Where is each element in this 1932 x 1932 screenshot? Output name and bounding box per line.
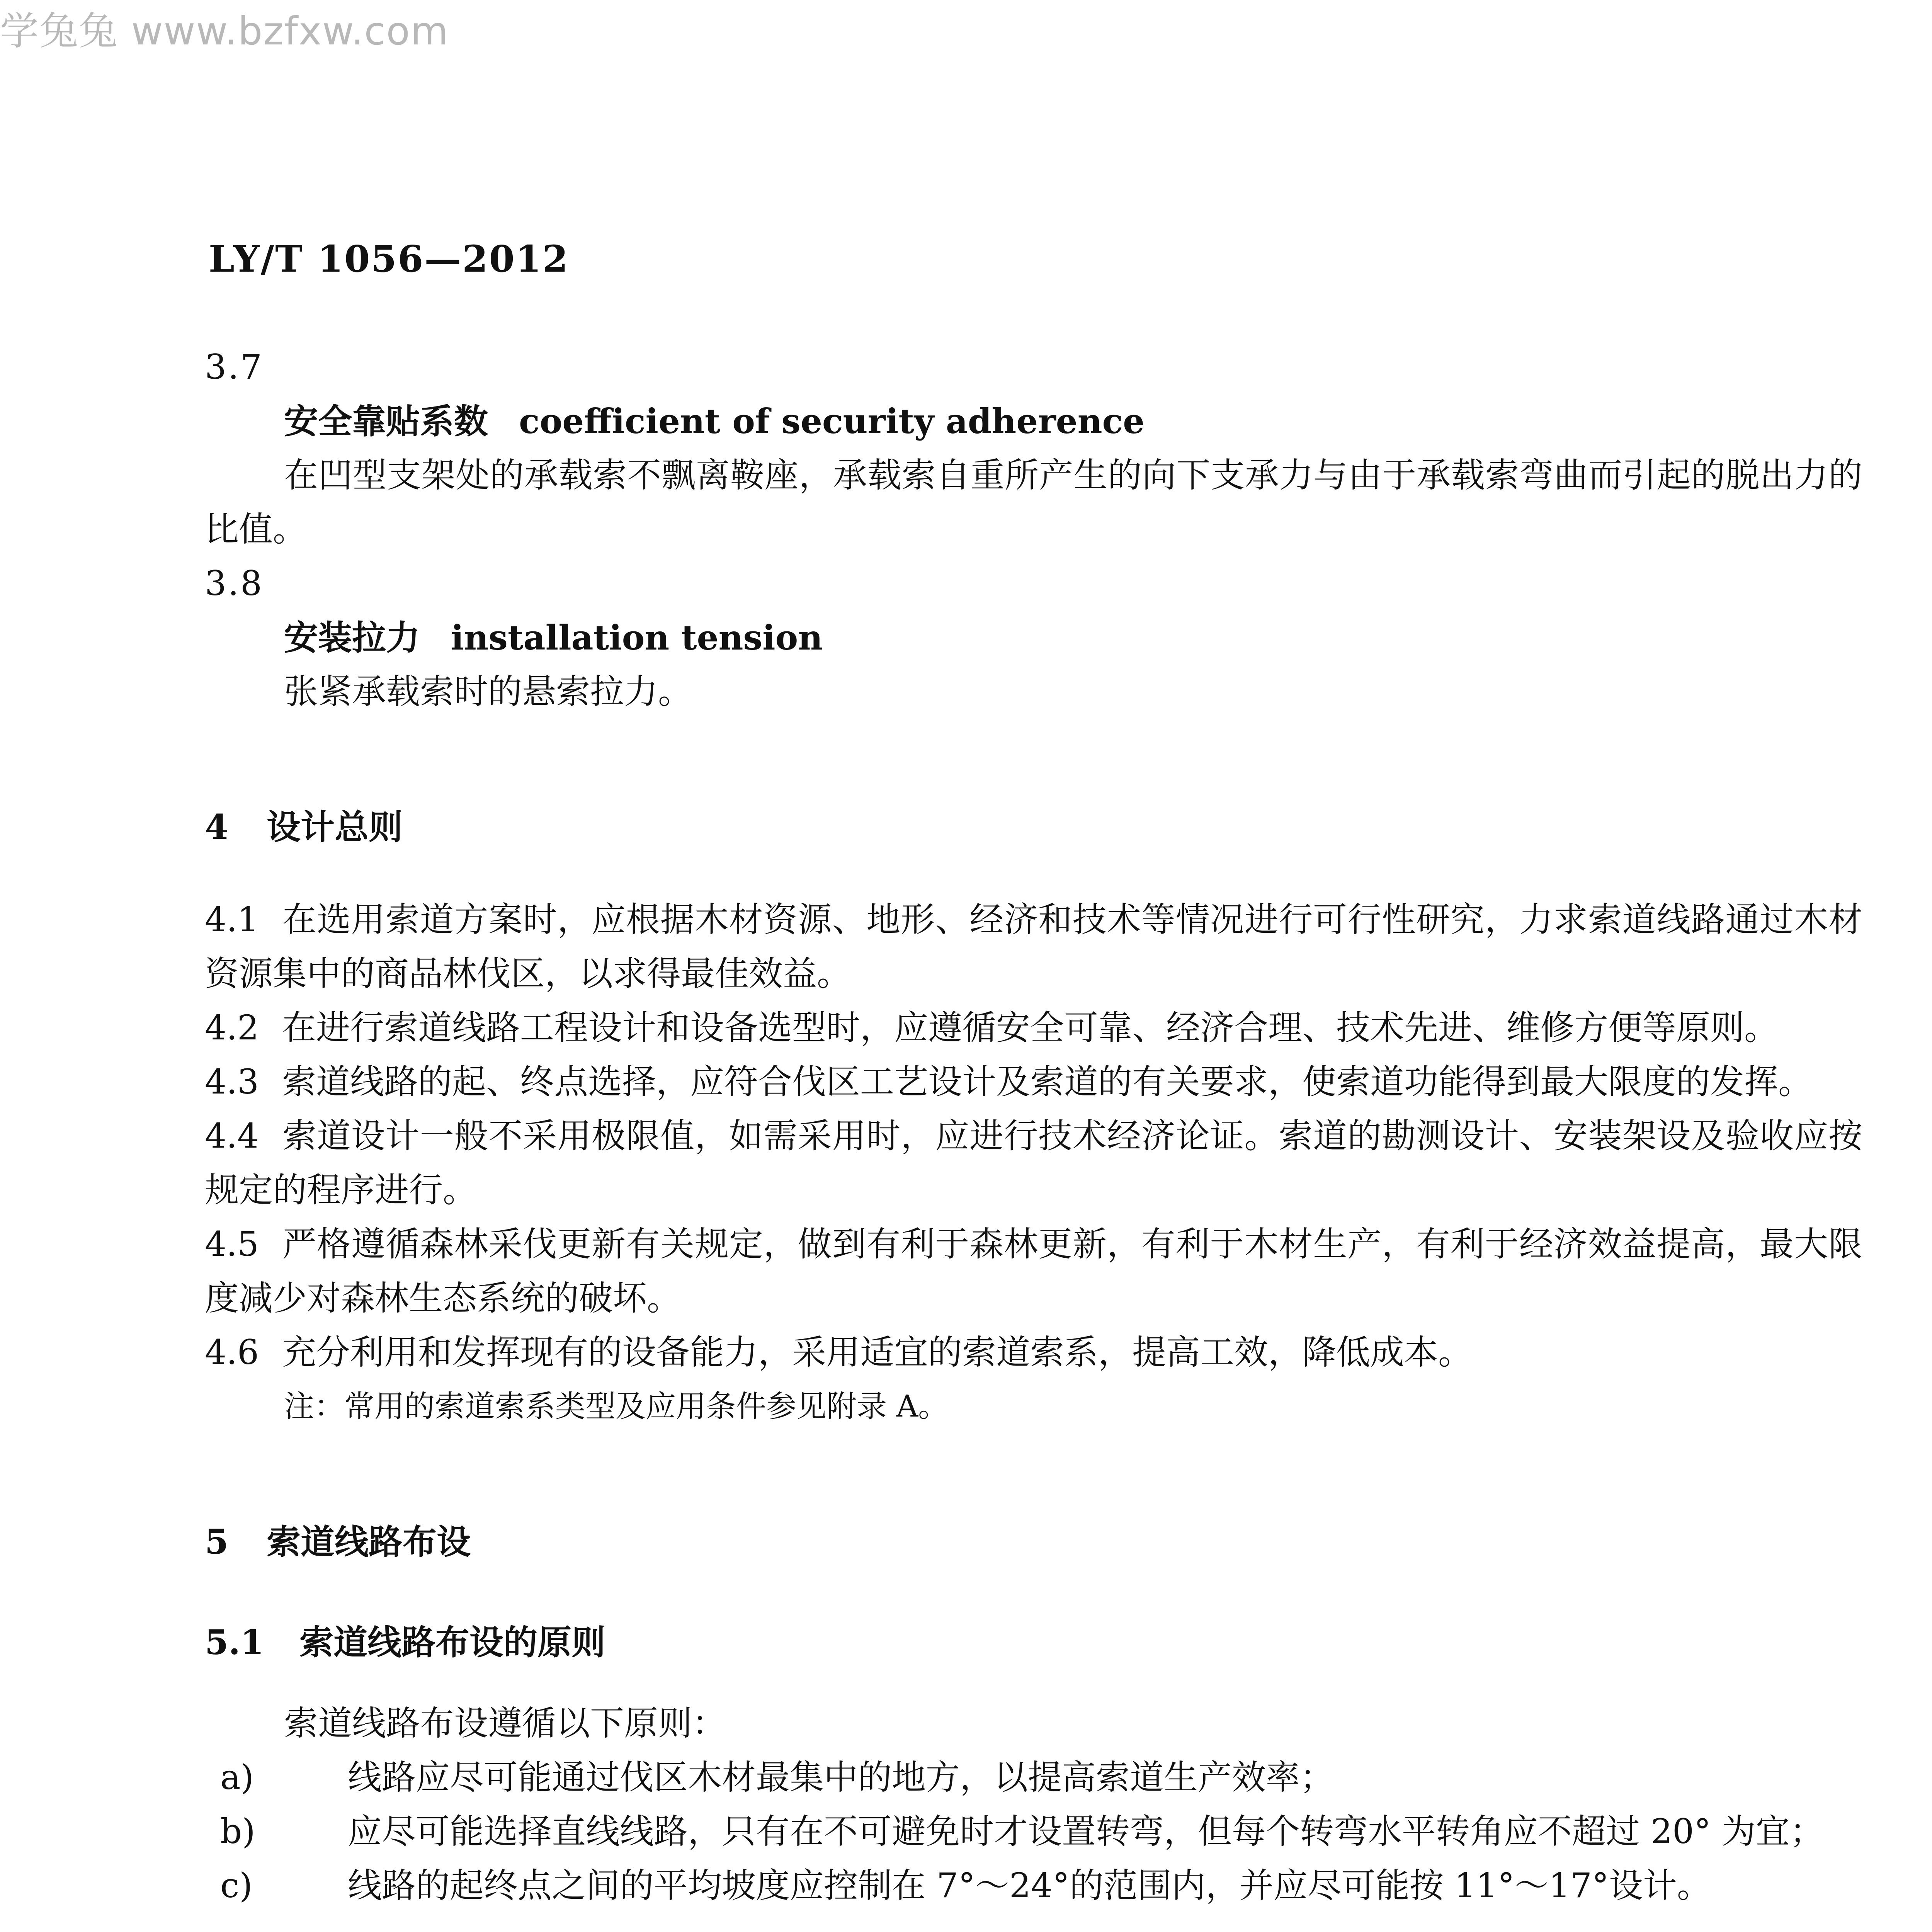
watermark: 学兔兔 www.bzfxw.com [0,9,449,54]
clause-number: 4.5 [205,1224,259,1264]
clause-number: 4.1 [205,900,259,939]
clause [205,1055,1862,1109]
list-item [205,1859,1862,1913]
clause [205,1109,1862,1217]
item-marker: a) [220,1757,254,1797]
clause-text: 充分利用和发挥现有的设备能力，采用适宜的索道索系，提高工效，降低成本。 [282,1332,1473,1372]
section-title: 设计总则 [267,807,403,847]
clause [205,1217,1862,1325]
subsection-number: 5.1 [205,1622,264,1662]
definition-number: 3.7 [205,347,264,387]
section-title: 索道线路布设 [267,1522,471,1562]
section-heading [205,800,1862,854]
clause [205,893,1862,1001]
term-en: installation tension [451,617,823,658]
subsection-intro: 索道线路布设遵循以下原则： [284,1703,726,1743]
definition-term [205,394,1862,448]
item-text: 线路应尽可能通过伐区木材最集中的地方，以提高索道生产效率； [348,1757,1334,1797]
list-item [205,1804,1862,1859]
subsection-title: 索道线路布设的原则 [299,1622,606,1662]
clause-text: 在选用索道方案时，应根据木材资源、地形、经济和技术等情况进行可行性研究，力求索道线路通过木材资源集中的商品林伐区，以求得最佳效益。 [205,900,1862,993]
clause-number: 4.4 [205,1116,259,1156]
term-zh: 安全靠贴系数 [284,401,488,441]
document-body [205,340,1862,1932]
section-number: 5 [205,1522,229,1562]
note: 注：常用的索道索系类型及应用条件参见附录 A。 [284,1389,949,1424]
definition-number: 3.8 [205,563,264,603]
section-heading [205,1515,1862,1569]
list-item [205,1750,1862,1804]
standard-code: LY/T 1056—2012 [209,238,569,281]
clause [205,1001,1862,1055]
item-list [205,1750,1862,1913]
term-en: coefficient of security adherence [519,401,1145,441]
item-text: 应尽可能选择直线线路，只有在不可避免时才设置转弯，但每个转弯水平转角应不超过 20° 为宜； [348,1811,1824,1851]
subsection-heading [205,1615,1862,1669]
item-text: 线路的起终点之间的平均坡度应控制在 7°～24°的范围内，并应尽可能按 11°～17°设计。 [348,1866,1711,1905]
definition-text: 张紧承载索时的悬索拉力。 [284,672,692,711]
clause-number: 4.2 [205,1008,259,1048]
term-zh: 安装拉力 [284,617,420,658]
definition-text: 在凹型支架处的承载索不飘离鞍座，承载索自重所产生的向下支承力与由于承载索弯曲而引起的脱出力的比值。 [205,455,1862,549]
clause-text: 索道设计一般不采用极限值，如需采用时，应进行技术经济论证。索道的勘测设计、安装架设及验收应按规定的程序进行。 [205,1116,1862,1210]
clause-text: 索道线路的起、终点选择，应符合伐区工艺设计及索道的有关要求，使索道功能得到最大限度的发挥。 [282,1062,1813,1102]
item-marker: c) [220,1866,253,1905]
clause-number: 4.6 [205,1332,259,1372]
definition-term [205,611,1862,665]
item-marker: b) [220,1811,255,1851]
clause-text: 严格遵循森林采伐更新有关规定，做到有利于森林更新，有利于木材生产，有利于经济效益提高，最大限度减少对森林生态系统的破坏。 [205,1224,1862,1318]
clause-text: 在进行索道线路工程设计和设备选型时，应遵循安全可靠、经济合理、技术先进、维修方便等原则。 [282,1008,1779,1048]
section-number: 4 [205,807,229,847]
clause-number: 4.3 [205,1062,259,1102]
clause [205,1325,1862,1379]
